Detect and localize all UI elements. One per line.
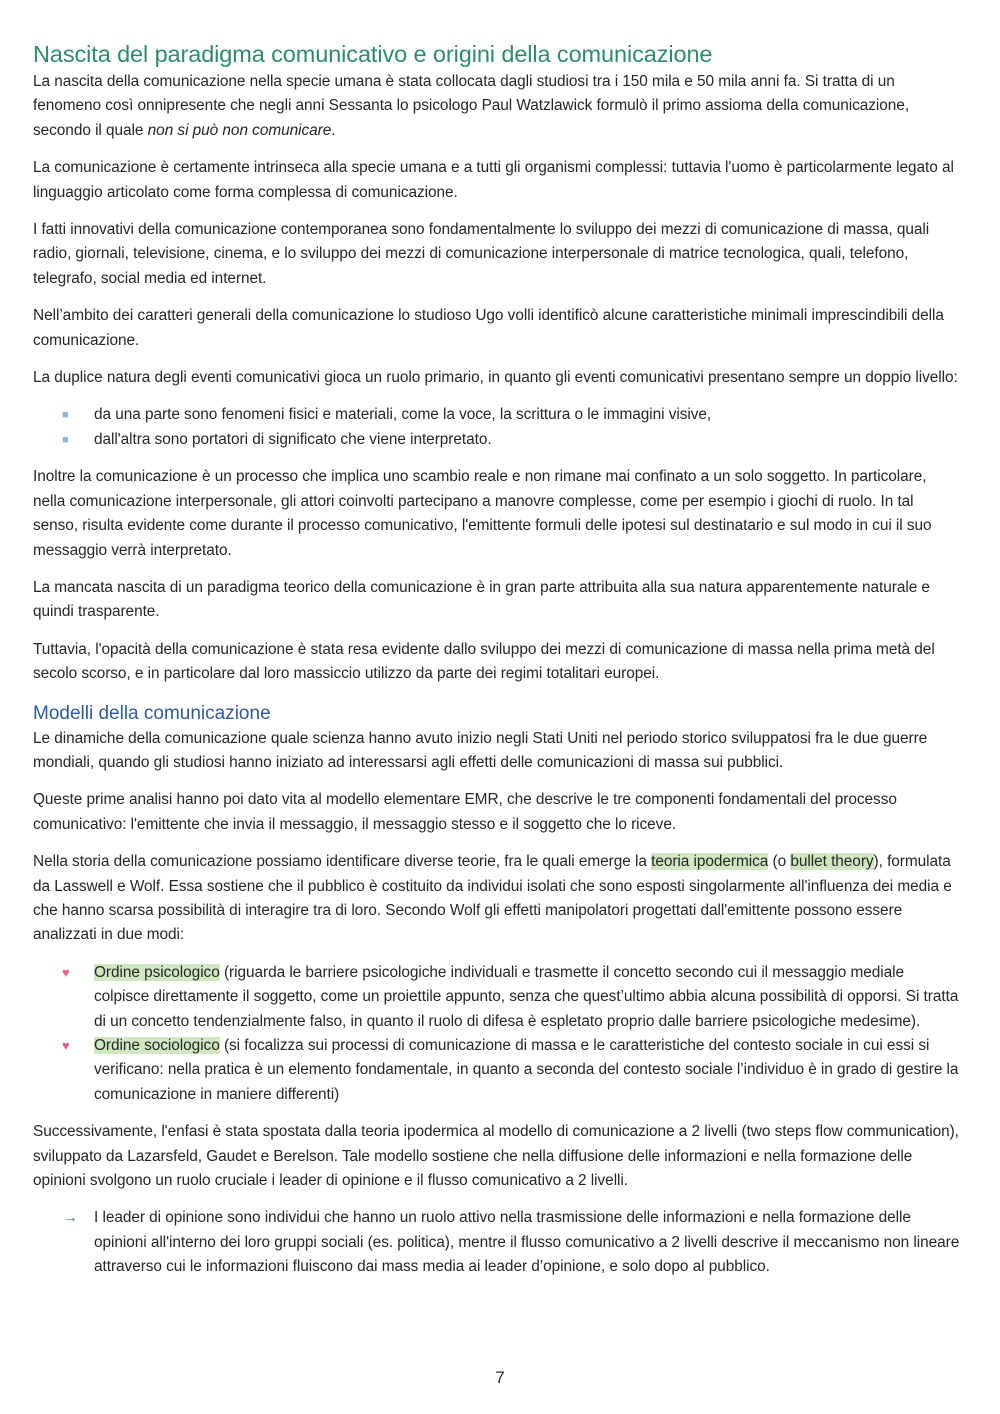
bullet-list-orders: [33, 961, 962, 1107]
paragraph-text: ), formulata da Lasswell e Wolf. Essa sostiene che il pubblico è costituito da individui isolati che sono esposti singolarmente all'influenza dei media e che hanno scarsa possibilità di interagire tra di loro. Secondo Wolf gli effetti manipolatori progettati dall'emittente possono essere analizzati in due modi:: [33, 853, 952, 944]
paragraph: Nell’ambito dei caratteri generali della comunicazione lo studioso Ugo volli identificò alcune caratteristiche minimali imprescindibili della comunicazione.: [33, 307, 944, 349]
arrow-list: [33, 1206, 962, 1279]
list-item-text: (riguarda le barriere psicologiche individuali e trasmette il concetto secondo cui il messaggio mediale colpisce direttamente il soggetto, come un proiettile appunto, senza che quest’ultimo abbia alcuna possibilità di opporsi. Si tratta di un concetto tendenzialmente falso, in quanto il ruolo di difesa è espletato proprio dalle barriere psicologiche medesime).: [94, 963, 959, 1030]
highlighted-term: teoria ipodermica: [651, 853, 769, 871]
small-square-icon: ■: [62, 433, 69, 446]
paragraph: La comunicazione è certamente intrinseca alla specie umana e a tutti gli organismi complessi: tuttavia l'uomo è particolarmente legato al linguaggio articolato come forma complessa di comunicazione.: [33, 159, 954, 201]
list-item: [33, 403, 962, 427]
paragraph: I fatti innovativi della comunicazione contemporanea sono fondamentalmente lo sviluppo dei mezzi di comunicazione di massa, quali radio, giornali, televisione, cinema, e lo sviluppo dei mezzi di comunicazione interpersonale di matrice tecnologica, quali, telefono, telegrafo, social media ed internet.: [33, 221, 930, 287]
paragraph: Successivamente, l'enfasi è stata spostata dalla teoria ipodermica al modello di comunicazione a 2 livelli (two steps flow communication), sviluppato da Lazarsfeld, Gaudet e Berelson. Tale modello sostiene che nella diffusione delle informazioni e nella formazione delle opinioni svolgono un ruolo cruciale i leader di opinione e il flusso comunicativo a 2 livelli.: [33, 1123, 959, 1190]
heart-icon: ♥: [62, 1038, 70, 1053]
list-item: [33, 428, 962, 452]
paragraph: Le dinamiche della comunicazione quale scienza hanno avuto inizio negli Stati Uniti nel periodo storico sviluppatosi fra le due guerre mondiali, quando gli studiosi hanno iniziato ad interessarsi agli effetti delle comunicazioni di massa sui pubblici.: [33, 729, 928, 771]
list-item-text: (si focalizza sui processi di comunicazione di massa e le caratteristiche del contesto sociale in cui essi si verificano: nella pratica è un elemento fondamentale, in quanto a seconda del contesto sociale l’individuo è in grado di gestire la comunicazione in maniere differenti): [94, 1037, 959, 1103]
list-item: [33, 1206, 962, 1279]
paragraph-text: Nella storia della comunicazione possiamo identificare diverse teorie, fra le quali emerge la: [33, 853, 652, 871]
list-item: [33, 961, 962, 1034]
highlighted-term: Ordine psicologico: [94, 963, 220, 981]
paragraph: Tuttavia, l'opacità della comunicazione è stata resa evidente dallo sviluppo dei mezzi di comunicazione di massa nella prima metà del secolo scorso, e in particolare dal loro massiccio utilizzo da parte dei regimi totalitari europei.: [33, 640, 935, 683]
bullet-list-dual-nature: [33, 403, 962, 452]
paragraph: [33, 70, 962, 143]
emphasized-text: non si può non comunicare: [147, 121, 332, 139]
list-item-text: I leader di opinione sono individui che hanno un ruolo attivo nella trasmissione delle informazioni e nella formazione delle opinioni all'interno dei loro gruppi sociali (es. politica), mentre il flusso comunicativo a 2 livelli descrive il meccanismo non lineare attraverso cui le informazioni fluiscono dai mass media ai leader d’opinione, e solo dopo al pubblico.: [94, 1209, 960, 1276]
small-square-icon: ■: [62, 409, 69, 422]
section-title-nascita: Nascita del paradigma comunicativo e origini della comunicazione: [33, 41, 713, 67]
paragraph: [33, 850, 962, 948]
right-arrow-icon: →: [62, 1209, 78, 1227]
paragraph: Inoltre la comunicazione è un processo che implica uno scambio reale e non rimane mai confinato a un solo soggetto. In particolare, nella comunicazione interpersonale, gli attori coinvolti partecipano a manovre complesse, come per esempio i giochi di ruolo. In tal senso, risulta evidente come durante il processo comunicativo, l'emittente formuli delle ipotesi sul destinatario e sul modo in cui il suo messaggio verrà interpretato.: [33, 468, 932, 559]
highlighted-term: Ordine sociologico: [94, 1037, 220, 1054]
section-title-modelli: Modelli della comunicazione: [33, 702, 271, 724]
paragraph: La duplice natura degli eventi comunicativi gioca un ruolo primario, in quanto gli eventi comunicativi presentano sempre un doppio livello:: [33, 369, 958, 387]
paragraph-text: (o: [768, 853, 791, 871]
highlighted-term: bullet theory: [790, 853, 874, 871]
paragraph-text: .: [331, 121, 336, 139]
paragraph: Queste prime analisi hanno poi dato vita al modello elementare EMR, che descrive le tre componenti fondamentali del processo comunicativo: l'emittente che invia il messaggio, il messaggio stesso e il soggetto che lo riceve.: [33, 791, 897, 833]
paragraph-text: La nascita della comunicazione nella specie umana è stata collocata dagli studiosi tra i 150 mila e 50 mila anni fa. Si tratta di un fenomeno così onnipresente che negli anni Sessanta lo psicologo Paul Watzlawick formulò il primo assioma della comunicazione, secondo il quale: [33, 73, 910, 139]
page-number: 7: [495, 1368, 505, 1387]
list-item: [33, 1034, 962, 1107]
heart-icon: ♥: [62, 964, 70, 980]
list-item-text: dall'altra sono portatori di significato che viene interpretato.: [94, 430, 492, 448]
list-item-text: da una parte sono fenomeni fisici e materiali, come la voce, la scrittura o le immagini visive,: [94, 406, 712, 424]
paragraph: La mancata nascita di un paradigma teorico della comunicazione è in gran parte attribuita alla sua natura apparentemente naturale e quindi trasparente.: [33, 578, 930, 621]
